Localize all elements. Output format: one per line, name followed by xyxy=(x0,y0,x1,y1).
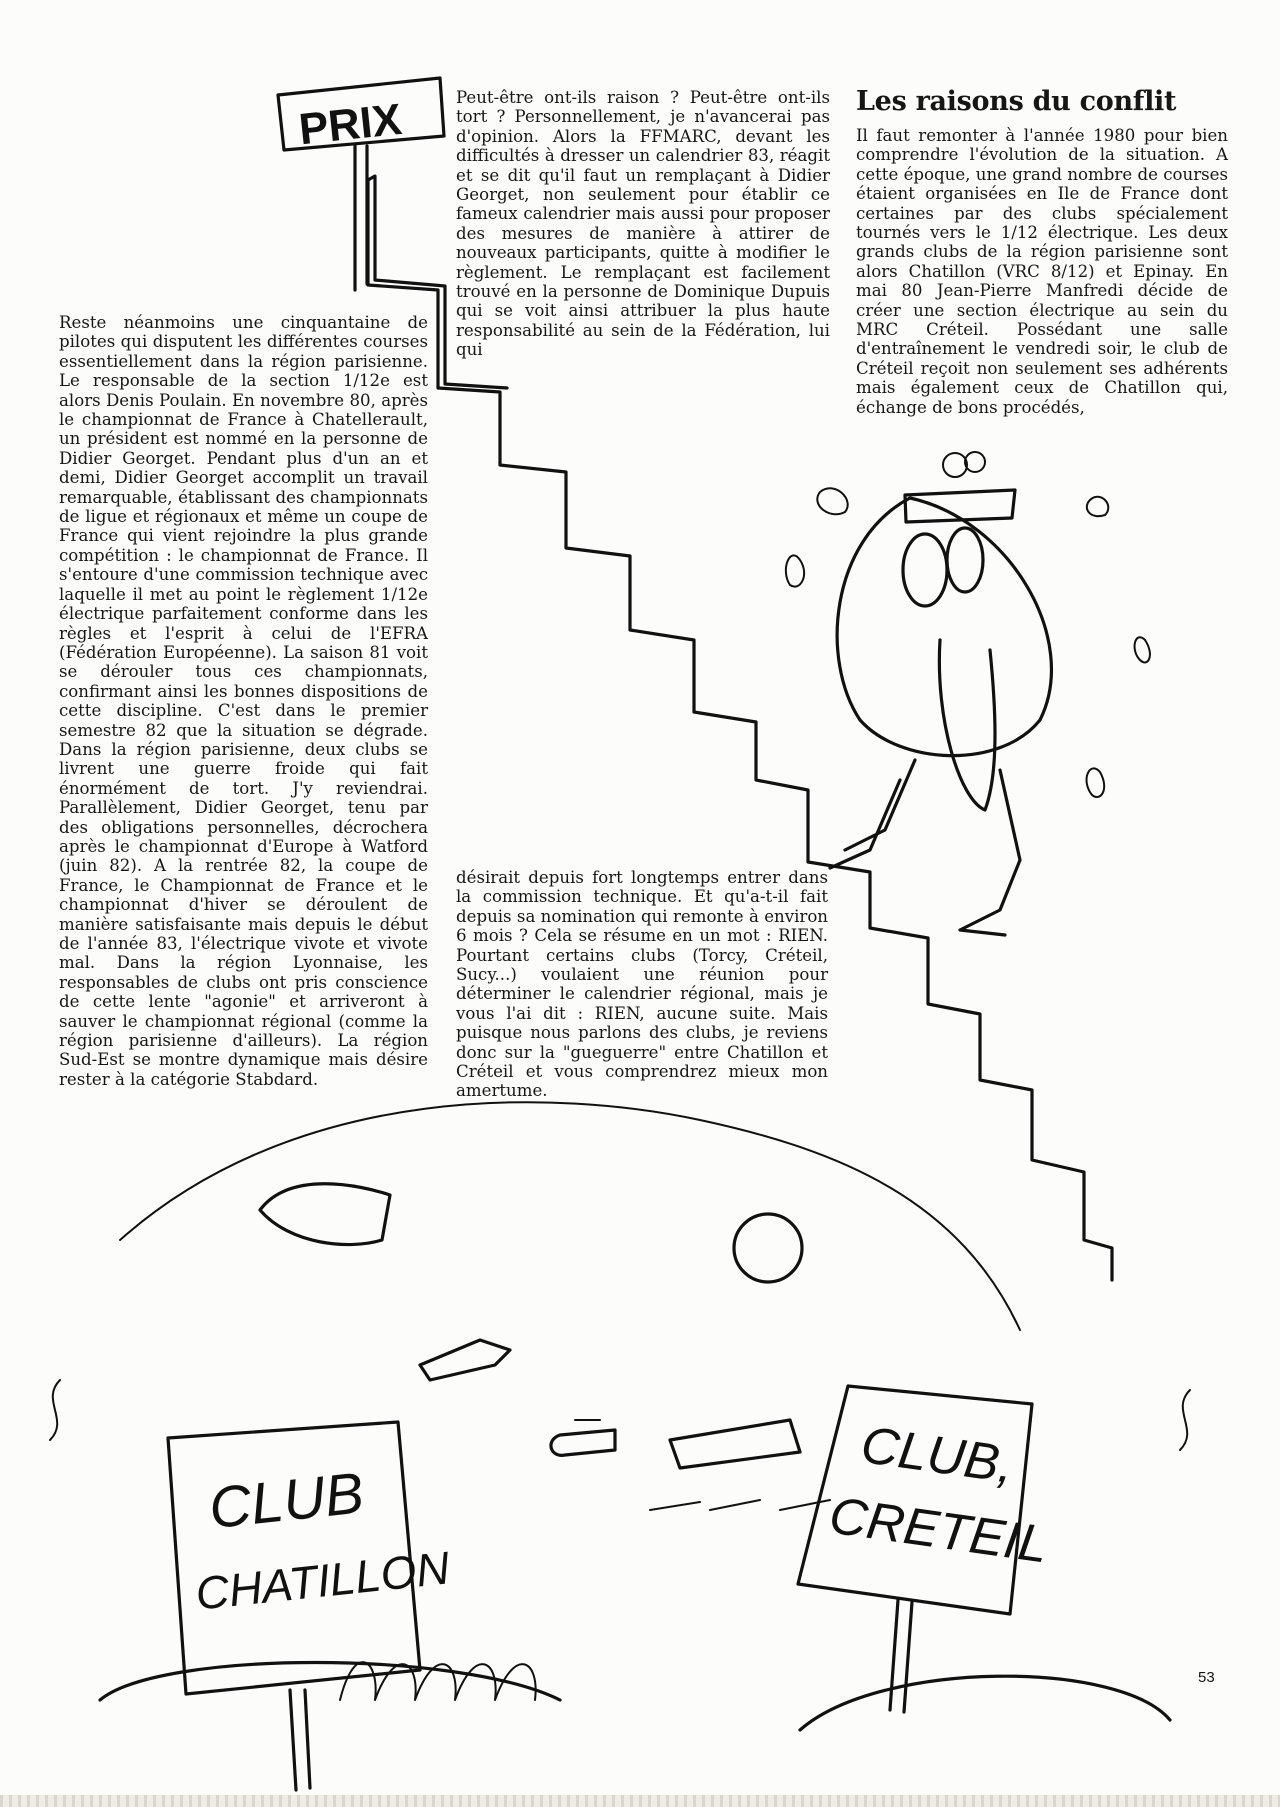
article-column-middle-bottom xyxy=(456,868,828,1101)
club-battle-drawing xyxy=(50,1102,1190,1790)
article-paragraph: désirait depuis fort longtemps entrer dans la commission technique. Et qu'a-t-il fait depuis sa nomination qui remonte à environ 6 mois ? Cela se résume en un mot : RIEN. Pourtant certains clubs (Torcy, Créteil, Sucy...) voulaient une réunion pour déterminer le calendrier régional, mais je vous l'ai dit : RIEN, aucune suite. Mais puisque nous parlons des clubs, je reviens donc sur la "gueguerre" entre Chatillon et Créteil et vous comprendrez mieux mon amertume. xyxy=(456,868,828,1101)
section-heading: Les raisons du conflit xyxy=(856,86,1177,117)
article-column-right xyxy=(856,126,1228,417)
article-paragraph: Peut-être ont-ils raison ? Peut-être ont-ils tort ? Personnellement, je n'avancerai pas d'opinion. Alors la FFMARC, devant les difficultés à dresser un calendrier 83, réagit et se dit qu'il faut un remplaçant à Didier Georget, non seulement pour établir ce fameux calendrier mais aussi pour proposer des mesures de manière à attirer de nouveaux participants, quitte à modifier le règlement. Le remplaçant est facilement trouvé en la personne de Dominique Dupuis qui se voit ainsi attribuer la plus haute responsabilité au sein de la Fédération, lui qui xyxy=(456,88,830,360)
svg-text:CRETEIL: CRETEIL xyxy=(825,1486,1052,1575)
page-number: 53 xyxy=(1198,1669,1215,1686)
svg-text:PRIX: PRIX xyxy=(296,94,404,155)
article-column-middle-top xyxy=(456,88,830,360)
prix-signpost xyxy=(278,78,444,290)
article-paragraph: Reste néanmoins une cinquantaine de pilotes qui disputent les différentes courses essentiellement dans la région parisienne. Le responsable de la section 1/12e est alors Denis Poulain. En novembre 80, après le championnat de France à Chatellerault, un président est nommé en la personne de Didier Georget. Pendant plus d'un an et demi, Didier Georget accomplit un travail remarquable, établissant des championnats de ligue et régionaux et même un coupe de France qui vient rejoindre la plus grande compétition : le championnat de France. Il s'entoure d'une commission technique avec laquelle il met au point le règlement 1/12e électrique parfaitement conforme dans les règles et l'esprit à celui de l'EFRA (Fédération Européenne). La saison 81 voit se dérouler tous ces championnats, confirmant ainsi les bonnes dispositions de cette discipline. C'est dans le premier semestre 82 que la situation se dégrade. Dans la région parisienne, deux clubs se livrent une guerre froide qui fait énormément de tort. J'y reviendrai. Parallèlement, Didier Georget, tenu par des obligations personnelles, décrochera après le championnat d'Europe à Watford (juin 82). A la rentrée 82, la coupe de France, le Championnat de France et le championnat d'hiver se déroulent de manière satisfaisante mais depuis le début de l'année 83, l'électrique vivote et vivote mal. Dans la région Lyonnaise, les responsables de clubs ont pris conscience de cette lente "agonie" et arriveront à sauver le championnat régional (comme la région parisienne d'ailleurs). La région Sud-Est se montre dynamique mais désire rester à la catégorie Stabdard. xyxy=(59,313,428,1089)
svg-text:CHATILLON: CHATILLON xyxy=(193,1541,452,1620)
svg-text:CLUB,: CLUB, xyxy=(857,1416,1018,1495)
article-paragraph: Il faut remonter à l'année 1980 pour bien comprendre l'évolution de la situation. A cette époque, une grand nombre de courses étaient organisées en Ile de France dont certaines par des clubs spécialement tournés vers le 1/12 électrique. Les deux grands clubs de la région parisienne sont alors Chatillon (VRC 8/12) et Epinay. En mai 80 Jean-Pierre Manfredi décide de créer une section électrique au sein du MRC Créteil. Possédant une salle d'entraînement le vendredi soir, le club de Créteil reçoit non seulement ses adhérents mais également ceux de Chatillon qui, échange de bons procédés, xyxy=(856,126,1228,417)
scan-edge xyxy=(0,1795,1280,1807)
article-column-left xyxy=(59,313,428,1089)
crying-character-drawing xyxy=(786,452,1150,935)
svg-text:CLUB: CLUB xyxy=(206,1460,367,1542)
